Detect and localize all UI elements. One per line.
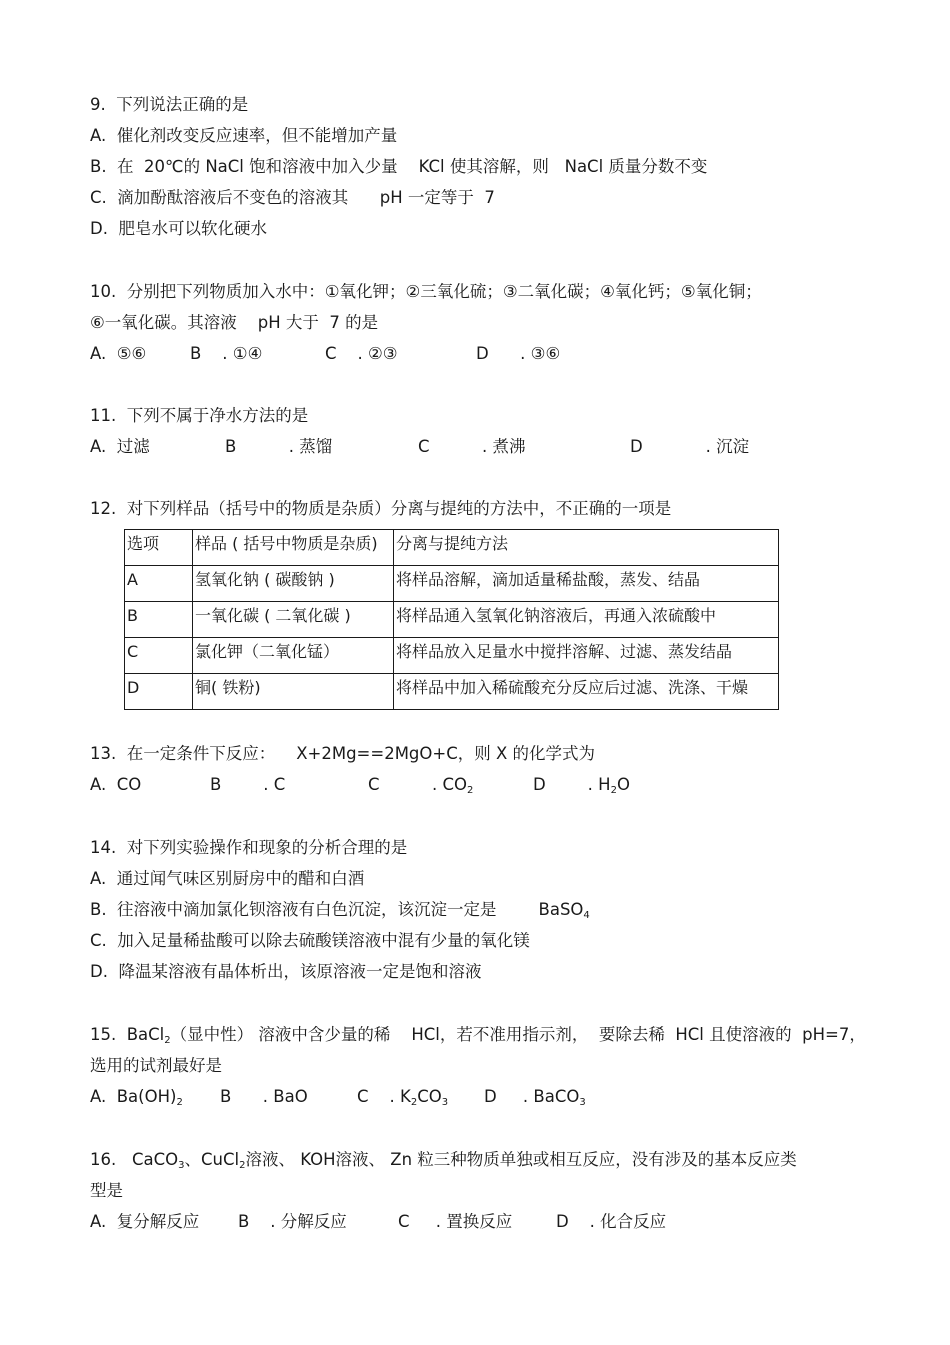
q9-option-b: B. 在 20℃的 NaCl 饱和溶液中加入少量 KCl 使其溶解，则 NaCl 质量分数不变 xyxy=(90,157,708,176)
table-header-row xyxy=(125,530,779,566)
q12-table xyxy=(124,529,779,710)
q11-option-c: C . 煮沸 xyxy=(418,437,526,456)
q15-option-a: A. $Ba(OH)_2$ xyxy=(90,1087,183,1108)
table-row xyxy=(125,638,779,674)
row-option: D xyxy=(127,678,140,697)
row-sample: 一氧化碳 ( 二氧化碳 ) xyxy=(195,606,351,625)
q10-option-a: A. ⑤⑥ xyxy=(90,344,147,363)
q9-option-d: D. 肥皂水可以软化硬水 xyxy=(90,219,267,238)
q11-stem: 11. 下列不属于净水方法的是 xyxy=(90,406,309,425)
row-sample: 氢氧化钠 ( 碳酸钠 ) xyxy=(195,570,335,589)
q14-option-b: B. 往溶液中滴加氯化钡溶液有白色沉淀，该沉淀一定是 BaSO$_4$ xyxy=(90,900,590,921)
q15-option-d: D . BaCO$_3$ xyxy=(484,1087,586,1108)
q9-option-a: A. 催化剂改变反应速率，但不能增加产量 xyxy=(90,126,398,145)
row-option: A xyxy=(127,570,138,589)
q14-option-d: D. 降温某溶液有晶体析出，该原溶液一定是饱和溶液 xyxy=(90,962,482,981)
q15-stem-line1: 15. BaCl$_2$（显中性） 溶液中含少量的稀 HCl，若不准用指示剂， 要除去稀 HCl 且使溶液的 pH=7， xyxy=(90,1025,866,1046)
table-row xyxy=(125,602,779,638)
row-method: 将样品溶解，滴加适量稀盐酸，蒸发、结晶 xyxy=(396,570,701,589)
q12-stem: 12. 对下列样品（括号中的物质是杂质）分离与提纯的方法中，不正确的一项是 xyxy=(90,499,672,518)
q14-stem: 14. 对下列实验操作和现象的分析合理的是 xyxy=(90,838,408,857)
q16-stem-line2: 型是 xyxy=(90,1181,123,1200)
q15-option-b: B . BaO xyxy=(220,1087,308,1106)
q13-stem: 13. 在一定条件下反应： X+2Mg==2MgO+C，则 X 的化学式为 xyxy=(90,744,596,763)
header-sample: 样品 ( 括号中物质是杂质) xyxy=(195,534,378,553)
q9-stem: 9. 下列说法正确的是 xyxy=(90,95,249,114)
q14-option-c: C. 加入足量稀盐酸可以除去硫酸镁溶液中混有少量的氧化镁 xyxy=(90,931,530,950)
q11-option-b: B . 蒸馏 xyxy=(225,437,333,456)
q11-option-d: D . 沉淀 xyxy=(630,437,750,456)
q16-option-b: B . 分解反应 xyxy=(238,1212,347,1231)
table-row xyxy=(125,674,779,710)
q13-option-b: B . C xyxy=(210,775,286,794)
row-method: 将样品通入氢氧化钠溶液后，再通入浓硫酸中 xyxy=(396,606,717,625)
q15-option-c: C . $K_2CO_3$ xyxy=(357,1087,449,1108)
q10-stem-line2: ⑥一氧化碳。其溶液 pH 大于 7 的是 xyxy=(90,313,379,332)
q10-stem-line1: 10. 分别把下列物质加入水中：①氧化钾；②三氧化硫；③二氧化碳；④氧化钙；⑤氧化铜； xyxy=(90,282,762,301)
row-option: C xyxy=(127,642,139,661)
q13-option-d: D . $H_2O$ xyxy=(533,775,630,796)
row-option: B xyxy=(127,606,138,625)
row-method: 将样品中加入稀硫酸充分反应后过滤、洗涤、干燥 xyxy=(396,678,749,697)
q9-option-c: C. 滴加酚酞溶液后不变色的溶液其 pH 一定等于 7 xyxy=(90,188,495,207)
row-method: 将样品放入足量水中搅拌溶解、过滤、蒸发结晶 xyxy=(396,642,733,661)
row-sample: 氯化钾（二氧化锰） xyxy=(195,642,340,661)
q16-option-a: A. 复分解反应 xyxy=(90,1212,200,1231)
row-sample: 铜( 铁粉) xyxy=(195,678,261,697)
q11-option-a: A. 过滤 xyxy=(90,437,150,456)
q10-option-d: D . ③⑥ xyxy=(476,344,561,363)
header-option: 选项 xyxy=(127,534,160,553)
q13-option-a: A. CO xyxy=(90,775,142,794)
q16-option-c: C . 置换反应 xyxy=(398,1212,513,1231)
table-row xyxy=(125,566,779,602)
q10-option-b: B . ①④ xyxy=(190,344,263,363)
header-method: 分离与提纯方法 xyxy=(396,534,509,553)
q15-stem-line2: 选用的试剂最好是 xyxy=(90,1056,222,1075)
q16-option-d: D . 化合反应 xyxy=(556,1212,667,1231)
q10-option-c: C . ②③ xyxy=(325,344,398,363)
q14-option-a: A. 通过闻气味区别厨房中的醋和白酒 xyxy=(90,869,365,888)
q16-stem-line1: 16. CaCO$_3$、CuCl$_2$溶液、 KOH溶液、 Zn 粒三种物质单独或相互反应，没有涉及的基本反应类 xyxy=(90,1150,797,1171)
q13-option-c: C . $CO_2$ xyxy=(368,775,474,796)
